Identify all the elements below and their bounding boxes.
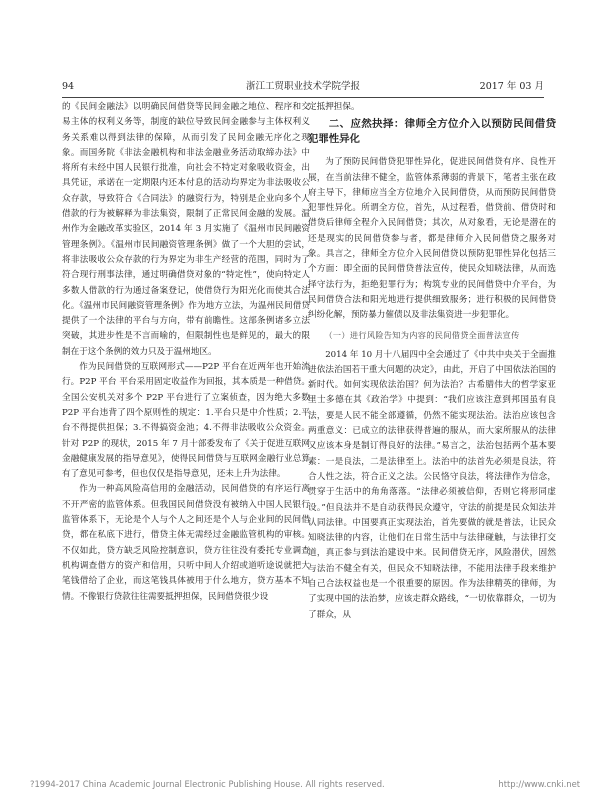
body-paragraph: 2014 年 10 月十八届四中全会通过了《中共中央关于全面推进依法治国若干重大问题的决定》，由此，开启了中国依法治国的新时代。如何实现依法治国？何为法治？古希腊伟大的哲学家亚里士多德在其《政治学》中提到：“我们应该注意到邦国虽有良法，要是人民不能全部遵循，仍然不能实现法治。法治应该包含两重意义：已成立的法律获得普遍的服从，而大家所服从的法律又应该本身是制订得良好的法律。”易言之，法治包括两个基本要素：一是良法，二是法律至上。法治中的法首先必须是良法，符合人性之法，符合正义之法。公民恪守良法，将法律作为信念，贯穿于生活中的角角落落。“法律必须被信仰，否则它将形同虚设。”但良法并不是自动获得民众遵守，守法的前提是民众知法并认同法律。中国要真正实现法治，首先要做的就是普法，让民众知晓法律的内容，让他们在日常生活中与法律碰触，与法律打交道，真正参与到法治建设中来。民间借贷无序，风险潜伏，固然与法治不健全有关，但民众不知晓法律，不能用法律手段来维护自己合法权益也是一个很重要的原因。作为法律精英的律师，为了实现中国的法治梦，应该走群众路线，“一切依靠群众，一切为了群众，从: [308, 349, 556, 620]
body-paragraph: 定抵押担保。: [308, 102, 360, 112]
subsection-heading: （一）进行风险告知为内容的民间借贷全面普法宣传: [324, 329, 520, 340]
copyright-notice: ?1994-2017 China Academic Journal Electronic Publishing House. All rights reserved.: [30, 779, 385, 789]
page-number: 94: [62, 81, 75, 92]
publisher-url: http://www.cnki.net: [498, 779, 580, 789]
body-paragraph: 的《民间金融法》以明确民间借贷等民间金融之地位、程序和交易主体的权利义务等，制度的缺位导致民间金融参与主体权利义务关系难以得到法律的保障，从而引发了民间金融无序化之现象。而国务院《非法金融机构和非法金融业务活动取缔办法》中将所有未经中国人民银行批准，向社会不特定对象吸收资金，出具凭证，承诺在一定期限内还本付息的活动均界定为非法吸收公众存款，导致符合《合同法》的融资行为，特别是企业向多个人借款的行为被解释为非法集资，限制了正常民间金融的发展。温州作为金融改革实验区，2014 年 3 月实施了《温州市民间融资管理条例》。《温州市民间融资管理条例》做了一个大胆的尝试，将非法吸收公众存款的行为界定为非生产经营的范围，同时为了符合现行刑事法律，通过明确借贷对象的“特定性”，使向特定人多数人借款的行为通过备案登记，使借贷行为阳光化而使其合法化。《温州市民间融资管理条例》作为地方立法，为温州民间借贷提供了一个法律的平台与方向，带有前瞻性。这部条例诸多立法突破，其进步性是不言而喻的，但限制性也是鲜见的，最大的限制在于这个条例的效力只及于温州地区。: [62, 102, 310, 357]
right-column: [308, 100, 556, 764]
body-paragraph: 作为民间借贷的互联网形式——P2P 平台在近两年也开始流行。P2P 平台 平台采用固定收益作为回报，其本质是一种借贷。全国公安机关对多个 P2P 平台进行了立案侦查，因为绝大多数 P2P 平台违背了四个原则性的规定：1.平台只是中介性质；2.平台不得提供担保；3.不得搞资金池；4.不得非法吸收公众资金。针对 P2P 的现状，2015 年 7 月十部委发布了《关于促进互联网金融健康发展的指导意见》，使得民间借贷与互联网金融行业总算有了意见可参考，但也仅仅是指导意见，还未上升为法律。: [62, 362, 310, 480]
left-column: [62, 100, 310, 764]
issue-date: 2017 年 03 月: [479, 81, 544, 92]
body-paragraph: 作为一种高风险高信用的金融活动，民间借贷的有序运行离不开严密的监管体系。但我国民间借贷没有被纳入中国人民银行监管体系下，无论是个人与个人之间还是个人与企业间的民间借贷，都在私底下进行，借贷主体无需经过金融监管机构的审核。不仅如此，贷方缺乏风险控制意识，贷方往往没有委托专业调查机构调查借方的资产和信用，只听中间人介绍或道听途说就把大笔钱借给了企业，而这笔钱具体被用于什么地方，贷方基本不知情。不像银行贷款往往需要抵押担保，民间借贷很少设: [62, 484, 310, 602]
page-header: [62, 78, 544, 96]
body-paragraph: 为了预防民间借贷犯罪性异化，促进民间借贷有序、良性开展，在当前法律不健全，监管体系薄弱的背景下，笔者主张在政府主导下，律师应当全方位地介入民间借贷，从而预防民间借贷犯罪性异化。所谓全方位，首先，从过程看，借贷前、借贷时和借贷后律师全程介入民间借贷；其次，从对象看，无论是潜在的还是现实的民间借贷参与者，都是律师介入民间借贷之服务对象。具言之，律师全方位介入民间借贷以预防犯罪性异化包括三个方面：即全面的民间借贷普法宣传，使民众知晓法律，从而选择守法行为，拒绝犯罪行为；构筑专业的民间借贷中介平台，为民间借贷合法和阳光地进行提供细致服务；进行积极的民间借贷纠纷化解，预防暴力催债以及非法集资进一步犯罪化。: [308, 157, 556, 321]
journal-title: 浙江工贸职业技术学院学报: [245, 81, 360, 92]
page-footer: [30, 779, 580, 793]
header-rule: [62, 97, 544, 98]
section-heading: 二、应然抉择：律师全方位介入以预防民间借贷犯罪性异化: [308, 118, 556, 146]
